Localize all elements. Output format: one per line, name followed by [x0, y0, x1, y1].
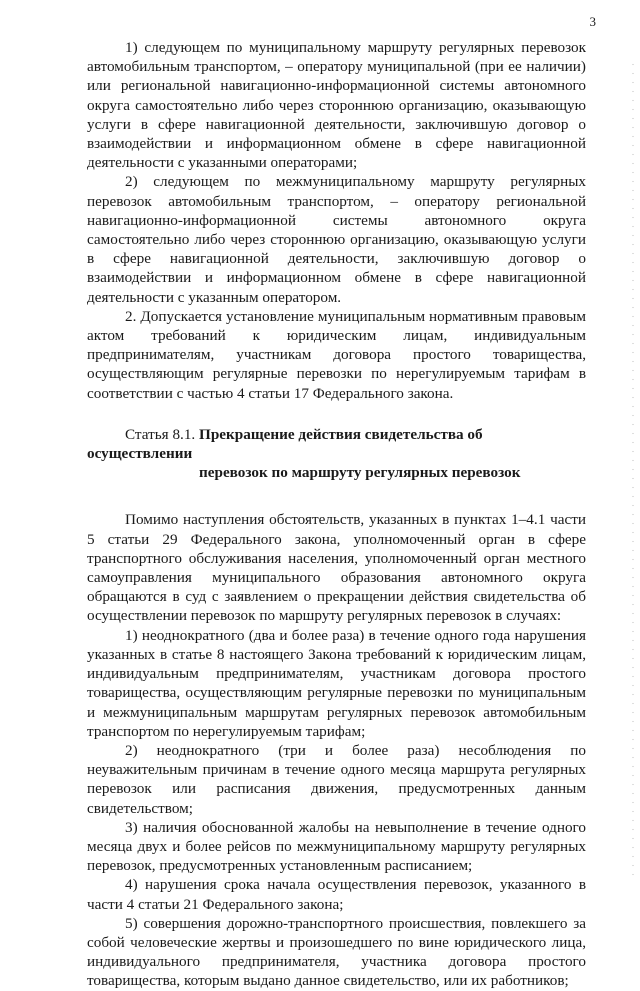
case-item-2: 2) неоднократного (три и более раза) несоблюдения по неуважительным причинам в течение одного месяца маршрута регулярных перевозок или расписания движения, предусмотренных данным свидетельством;	[87, 741, 586, 817]
article-title-line1: Прекращение действия свидетельства об осуществлении	[87, 425, 483, 463]
case-item-5: 5) совершения дорожно-транспортного происшествия, повлекшего за собой человеческие жертвы и произошедшего по вине юридического лица, индивидуального предпринимателя, участника договора простого товарищества, которым выдано данное свидетельство, или их работников;	[87, 914, 586, 990]
paragraph-point-2: 2. Допускается установление муниципальным нормативным правовым актом требований к юридическим лицам, индивидуальным предпринимателям, участникам договора простого товарищества, осуществляющим регулярные перевозки по нерегулируемым тарифам в соответствии с частью 4 статьи 17 Федерального закона.	[87, 307, 586, 402]
list-item-2: 2) следующем по межмуниципальному маршруту регулярных перевозок автомобильным транспортом, – оператору региональной навигационно-информационной системы автономного округа самостоятельно либо через стороннюю организацию, оказывающую услуги в сфере навигационной деятельности, заключившую договор о взаимодействии и информационном обмене в сфере навигационной деятельности с указанным оператором.	[87, 173, 586, 306]
case-item-3: 3) наличия обоснованной жалобы на невыполнение в течение одного месяца двух и более рейсов по межмуниципальному маршруту регулярных перевозок, предусмотренных установленным расписанием;	[87, 818, 586, 875]
article-title-line2: перевозок по маршруту регулярных перевозок	[199, 464, 521, 482]
article-intro: Помимо наступления обстоятельств, указанных в пунктах 1–4.1 части 5 статьи 29 Федерального закона, уполномоченный орган в сфере транспортного обслуживания населения, уполномоченный орган местного самоуправления муниципального образования автономного округа обращаются в суд с заявлением о прекращении действия свидетельства об осуществлении перевозок по маршруту регулярных перевозок в случаях:	[87, 511, 586, 625]
article-heading	[87, 425, 586, 483]
scan-edge-dots	[632, 60, 634, 880]
article-label: Статья 8.1.	[125, 425, 196, 443]
document-body	[87, 38, 586, 991]
list-item-1: 1) следующем по муниципальному маршруту регулярных перевозок автомобильным транспортом, – оператору муниципальной (при ее наличии) или региональной навигационно-информационной системы автономного округа самостоятельно либо через стороннюю организацию, оказывающую услуги в сфере навигационной деятельности, заключившую договор о взаимодействии и информационном обмене в сфере навигационной деятельности с указанными операторами;	[87, 39, 586, 172]
page-number: 3	[589, 14, 596, 29]
case-item-1: 1) неоднократного (два и более раза) в течение одного года нарушения указанных в статье 8 настоящего Закона требований к юридическим лицам, индивидуальным предпринимателям, участникам договора простого товарищества, осуществляющим регулярные перевозки по муниципальным и межмуниципальным маршрутам регулярных перевозок автомобильным транспортом по нерегулируемым тарифам;	[87, 626, 586, 740]
case-item-4: 4) нарушения срока начала осуществления перевозок, указанного в части 4 статьи 21 Федерального закона;	[87, 876, 586, 913]
